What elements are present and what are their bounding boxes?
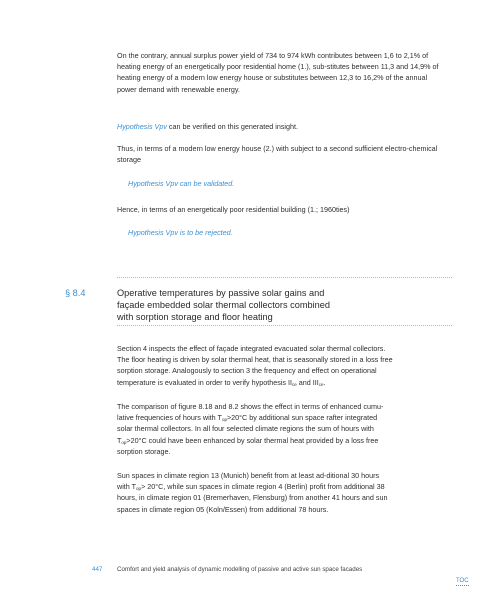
page-number: 447 [92, 566, 103, 573]
hypothesis-validated: Hypothesis Vpv can be validated. [128, 179, 235, 188]
paragraph-climate-regions: Sun spaces in climate region 13 (Munich) benefit from at least ad-ditional 30 hours with $T_{op}> 20^\circ C$, while sun spaces in climate region 4 (Berlin) profit from additional 38 hours, in climate region 01 (Bremerhaven, Flensburg) from another 41 hours and sun spaces in climate region 05 (Koln/Essen) from additional 78 hours. [117, 471, 388, 514]
section-title-line: Operative temperatures by passive solar gains and [117, 288, 325, 298]
section-divider-bottom [117, 325, 452, 326]
section-divider-top [117, 277, 452, 278]
paragraph-section-intro: Section 4 inspects the effect of façade integrated evacuated solar thermal collectors. The floor heating is driven by solar thermal heat, that is seasonally stored in a loss free sorption storage. Analogously to section 3 the frequency and effect on operational temperature is evaluated in order to verify hypothesis $II_{ce}$ and $III_{ce}$. [117, 344, 393, 387]
paragraph-hypothesis-verified [117, 121, 447, 132]
paragraph-text: can be verified on this generated insight. [166, 122, 298, 131]
paragraph-surplus-yield: On the contrary, annual surplus power yield of 734 to 974 kWh contributes between 1,6 to 2,1% of heating energy of an energetically poor residential home (1.), sub-stitutes between 11,3 and 14,9% of heating energy of a modern low energy house or substitutes between 12,3 to 16,2% of the annual power demand with renewable energy. [117, 51, 439, 94]
paragraph-low-energy-house: Thus, in terms of a modern low energy house (2.) with subject to a second sufficient electro-chemical storage [117, 144, 438, 165]
paragraph-poor-building: Hence, in terms of an energetically poor residential building (1.; 1960ties) [117, 205, 350, 214]
hypothesis-link[interactable]: Hypothesis Vpv [117, 122, 167, 131]
hypothesis-rejected: Hypothesis Vpv is to be rejected. [128, 228, 233, 237]
section-number: § 8.4 [65, 288, 86, 298]
paragraph-figure-comparison: The comparison of figure 8.18 and 8.2 shows the effect in terms of enhanced cumu- lative frequencies of hours with $T_{op}>20^\circ C$ by additional sun space rafter integrated solar thermal collectors. In all four selected climate regions the sum of hours with $T_{op}>20^\circ C$ could have been enhanced by solar thermal heat provided by a loss free sorption storage. [117, 402, 384, 456]
running-title: Comfort and yield analysis of dynamic modelling of passive and active sun space facades [117, 566, 363, 573]
section-title [117, 287, 447, 323]
section-title-line: with sorption storage and floor heating [117, 312, 273, 322]
section-title-line: façade embedded solar thermal collectors combined [117, 300, 330, 310]
toc-link[interactable]: TOC [456, 578, 469, 584]
